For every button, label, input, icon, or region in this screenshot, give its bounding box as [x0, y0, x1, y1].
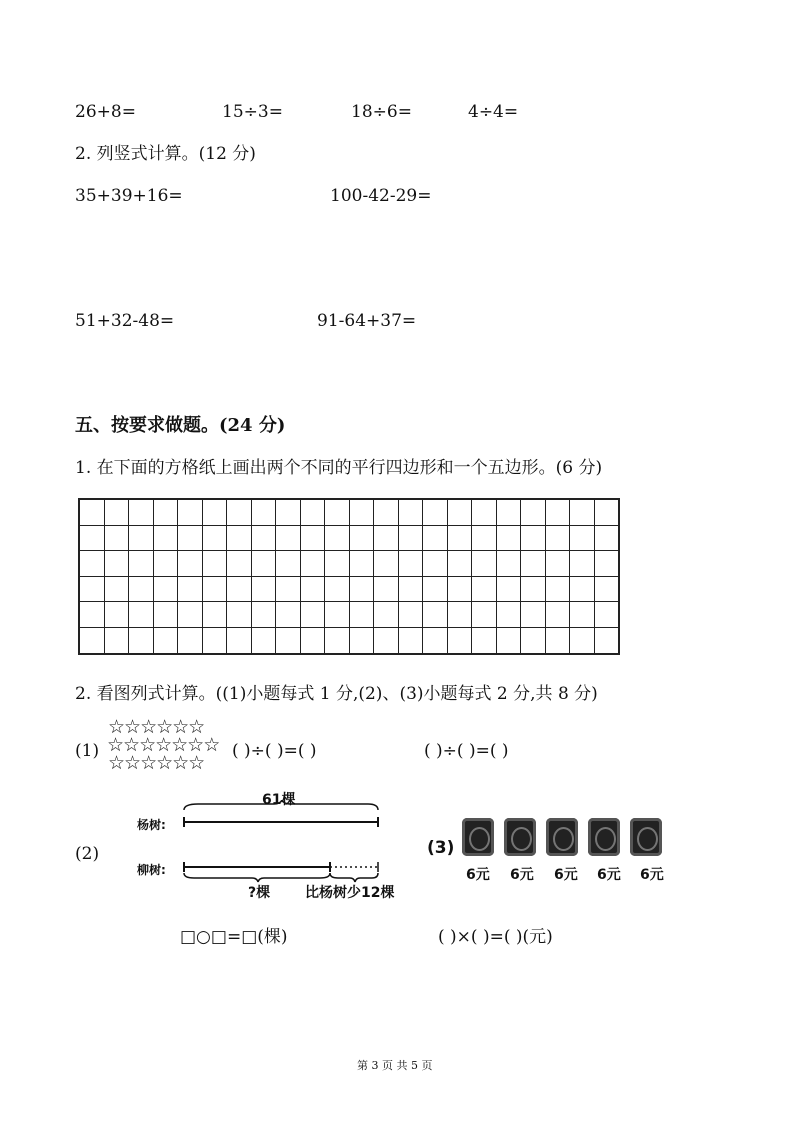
- grid-cell[interactable]: [570, 576, 595, 602]
- grid-cell[interactable]: [423, 576, 448, 602]
- grid-cell[interactable]: [227, 499, 252, 525]
- grid-cell[interactable]: [423, 551, 448, 577]
- grid-cell[interactable]: [496, 499, 521, 525]
- grid-cell[interactable]: [521, 499, 546, 525]
- grid-cell[interactable]: [570, 551, 595, 577]
- line-diagram: [178, 800, 388, 885]
- grid-cell[interactable]: [447, 576, 472, 602]
- question-5-1: 1. 在下面的方格纸上画出两个不同的平行四边形和一个五边形。(6 分): [75, 458, 603, 478]
- grid-cell[interactable]: [349, 499, 374, 525]
- grid-cell[interactable]: [153, 525, 178, 551]
- grid-cell[interactable]: [300, 627, 325, 653]
- grid-cell[interactable]: [545, 576, 570, 602]
- grid-cell[interactable]: [153, 627, 178, 653]
- grid-cell[interactable]: [349, 602, 374, 628]
- part-3-label: (3): [427, 838, 455, 858]
- grid-cell[interactable]: [129, 627, 154, 653]
- grid-cell[interactable]: [178, 551, 203, 577]
- grid-cell[interactable]: [276, 499, 301, 525]
- grid-cell[interactable]: [104, 576, 129, 602]
- grid-row: [79, 551, 619, 577]
- price-label: 6元: [466, 867, 490, 883]
- grid-cell[interactable]: [276, 602, 301, 628]
- grid-cell[interactable]: [202, 602, 227, 628]
- grid-cell[interactable]: [129, 525, 154, 551]
- grid-cell[interactable]: [545, 602, 570, 628]
- grid-cell[interactable]: [202, 499, 227, 525]
- grid-cell[interactable]: [545, 499, 570, 525]
- grid-cell[interactable]: [227, 602, 252, 628]
- grid-cell[interactable]: [349, 551, 374, 577]
- grid-cell[interactable]: [374, 576, 399, 602]
- grid-row: [79, 499, 619, 525]
- division-equation-1[interactable]: ( )÷( )=( ): [232, 741, 317, 761]
- grid-cell[interactable]: [349, 627, 374, 653]
- grid-cell[interactable]: [496, 576, 521, 602]
- grid-cell[interactable]: [202, 627, 227, 653]
- grid-cell[interactable]: [423, 627, 448, 653]
- grid-cell[interactable]: [521, 602, 546, 628]
- oral-calc-4: 4÷4=: [468, 102, 519, 122]
- grid-cell[interactable]: [251, 525, 276, 551]
- grid-cell[interactable]: [594, 551, 619, 577]
- grid-cell[interactable]: [178, 499, 203, 525]
- grid-cell[interactable]: [398, 627, 423, 653]
- grid-cell[interactable]: [570, 627, 595, 653]
- grid-cell[interactable]: [496, 627, 521, 653]
- grid-cell[interactable]: [276, 551, 301, 577]
- grid-cell[interactable]: [472, 551, 497, 577]
- grid-cell[interactable]: [79, 499, 104, 525]
- part-2-label: (2): [75, 844, 100, 864]
- grid-cell[interactable]: [447, 499, 472, 525]
- grid-cell[interactable]: [325, 499, 350, 525]
- grid-cell[interactable]: [472, 602, 497, 628]
- grid-cell[interactable]: [349, 576, 374, 602]
- price-label: 6元: [510, 867, 534, 883]
- grid-cell[interactable]: [227, 551, 252, 577]
- unknown-label: ?棵: [248, 885, 271, 901]
- grid-cell[interactable]: [178, 602, 203, 628]
- grid-cell[interactable]: [472, 525, 497, 551]
- grid-cell[interactable]: [594, 602, 619, 628]
- grid-cell[interactable]: [251, 499, 276, 525]
- grid-cell[interactable]: [398, 576, 423, 602]
- grid-cell[interactable]: [325, 627, 350, 653]
- grid-cell[interactable]: [325, 602, 350, 628]
- grid-cell[interactable]: [325, 551, 350, 577]
- grid-cell[interactable]: [251, 576, 276, 602]
- grid-cell[interactable]: [153, 602, 178, 628]
- grid-cell[interactable]: [251, 551, 276, 577]
- grid-cell[interactable]: [521, 551, 546, 577]
- vertical-calc-3: 51+32-48=: [75, 311, 175, 331]
- grid-cell[interactable]: [398, 551, 423, 577]
- grid-cell[interactable]: [447, 551, 472, 577]
- book-icon: [462, 818, 494, 856]
- grid-cell[interactable]: [423, 499, 448, 525]
- grid-cell[interactable]: [594, 627, 619, 653]
- grid-cell[interactable]: [178, 576, 203, 602]
- grid-row: [79, 602, 619, 628]
- oral-calc-2: 15÷3=: [222, 102, 283, 122]
- grid-cell[interactable]: [276, 525, 301, 551]
- grid-cell[interactable]: [374, 499, 399, 525]
- grid-cell[interactable]: [178, 525, 203, 551]
- grid-cell[interactable]: [374, 551, 399, 577]
- grid-cell[interactable]: [153, 576, 178, 602]
- grid-cell[interactable]: [374, 525, 399, 551]
- grid-cell[interactable]: [325, 576, 350, 602]
- grid-cell[interactable]: [251, 602, 276, 628]
- grid-cell[interactable]: [521, 576, 546, 602]
- grid-cell[interactable]: [202, 551, 227, 577]
- grid-cell[interactable]: [349, 525, 374, 551]
- section-5-title: 五、按要求做题。(24 分): [75, 415, 286, 436]
- book-icon: [630, 818, 662, 856]
- grid-cell[interactable]: [202, 576, 227, 602]
- grid-cell[interactable]: [398, 525, 423, 551]
- grid-row: [79, 525, 619, 551]
- grid-cell[interactable]: [447, 525, 472, 551]
- book-icon: [588, 818, 620, 856]
- grid-cell[interactable]: [227, 627, 252, 653]
- grid-cell[interactable]: [129, 551, 154, 577]
- grid-cell[interactable]: [104, 551, 129, 577]
- page-footer: 第 3 页 共 5 页: [357, 1059, 433, 1072]
- grid-cell[interactable]: [545, 551, 570, 577]
- grid-cell[interactable]: [545, 525, 570, 551]
- willow-label: 柳树:: [137, 863, 166, 877]
- price-label: 6元: [640, 867, 664, 883]
- grid-cell[interactable]: [472, 627, 497, 653]
- grid-cell[interactable]: [276, 627, 301, 653]
- grid-cell[interactable]: [178, 627, 203, 653]
- grid-cell[interactable]: [374, 602, 399, 628]
- grid-cell[interactable]: [300, 525, 325, 551]
- price-label: 6元: [554, 867, 578, 883]
- grid-cell[interactable]: [594, 525, 619, 551]
- grid-cell[interactable]: [496, 525, 521, 551]
- question-5-2: 2. 看图列式计算。((1)小题每式 1 分,(2)、(3)小题每式 2 分,共 8 分): [75, 684, 598, 704]
- vertical-calc-2: 100-42-29=: [330, 186, 432, 206]
- grid-cell[interactable]: [79, 576, 104, 602]
- grid-cell[interactable]: [104, 602, 129, 628]
- grid-cell[interactable]: [374, 627, 399, 653]
- grid-cell[interactable]: [153, 499, 178, 525]
- grid-cell[interactable]: [79, 525, 104, 551]
- grid-cell[interactable]: [104, 627, 129, 653]
- part-1-label: (1): [75, 741, 100, 761]
- grid-cell[interactable]: [570, 499, 595, 525]
- question-2-title: 2. 列竖式计算。(12 分): [75, 144, 256, 164]
- grid-cell[interactable]: [594, 499, 619, 525]
- grid-cell[interactable]: [472, 499, 497, 525]
- difference-label: 比杨树少12棵: [305, 885, 395, 901]
- grid-row: [79, 576, 619, 602]
- grid-cell[interactable]: [104, 499, 129, 525]
- grid-cell[interactable]: [521, 627, 546, 653]
- total-brace: [184, 800, 378, 810]
- grid-cell[interactable]: [276, 576, 301, 602]
- grid-cell[interactable]: [79, 627, 104, 653]
- grid-cell[interactable]: [129, 576, 154, 602]
- equation-2[interactable]: □○□=□(棵): [180, 927, 288, 947]
- grid-cell[interactable]: [202, 525, 227, 551]
- grid-cell[interactable]: [251, 627, 276, 653]
- grid-cell[interactable]: [104, 525, 129, 551]
- grid-cell[interactable]: [447, 602, 472, 628]
- grid-cell[interactable]: [300, 576, 325, 602]
- book-icon: [546, 818, 578, 856]
- grid-paper[interactable]: [78, 498, 620, 655]
- grid-cell[interactable]: [79, 602, 104, 628]
- star-row: ☆☆☆☆☆☆: [108, 752, 205, 774]
- grid-cell[interactable]: [398, 499, 423, 525]
- grid-cell[interactable]: [423, 525, 448, 551]
- grid-cell[interactable]: [227, 525, 252, 551]
- grid-cell[interactable]: [300, 551, 325, 577]
- unknown-brace: [184, 873, 330, 882]
- book-icon: [504, 818, 536, 856]
- grid-cell[interactable]: [129, 602, 154, 628]
- grid-row: [79, 627, 619, 653]
- grid-cell[interactable]: [227, 576, 252, 602]
- price-label: 6元: [597, 867, 621, 883]
- grid-cell[interactable]: [300, 499, 325, 525]
- poplar-label: 杨树:: [137, 818, 166, 832]
- star-row: ☆☆☆☆☆☆☆: [107, 734, 220, 756]
- vertical-calc-4: 91-64+37=: [317, 311, 417, 331]
- total-trees-label: 61棵: [262, 792, 296, 808]
- grid-cell[interactable]: [423, 602, 448, 628]
- oral-calc-1: 26+8=: [75, 102, 136, 122]
- division-equation-2[interactable]: ( )÷( )=( ): [424, 741, 509, 761]
- grid-cell[interactable]: [398, 602, 423, 628]
- grid-cell[interactable]: [496, 551, 521, 577]
- vertical-calc-1: 35+39+16=: [75, 186, 183, 206]
- grid-cell[interactable]: [496, 602, 521, 628]
- grid-cell[interactable]: [129, 499, 154, 525]
- grid-cell[interactable]: [300, 602, 325, 628]
- grid-cell[interactable]: [545, 627, 570, 653]
- grid-cell[interactable]: [325, 525, 350, 551]
- grid-cell[interactable]: [570, 602, 595, 628]
- grid-cell[interactable]: [594, 576, 619, 602]
- oral-calc-3: 18÷6=: [351, 102, 412, 122]
- grid-cell[interactable]: [153, 551, 178, 577]
- grid-cell[interactable]: [570, 525, 595, 551]
- grid-cell[interactable]: [79, 551, 104, 577]
- stars-group: [108, 718, 219, 772]
- grid-cell[interactable]: [447, 627, 472, 653]
- star-row: ☆☆☆☆☆☆: [108, 716, 205, 738]
- grid-cell[interactable]: [521, 525, 546, 551]
- difference-brace: [330, 873, 378, 882]
- grid-cell[interactable]: [472, 576, 497, 602]
- equation-3[interactable]: ( )×( )=( )(元): [438, 927, 553, 947]
